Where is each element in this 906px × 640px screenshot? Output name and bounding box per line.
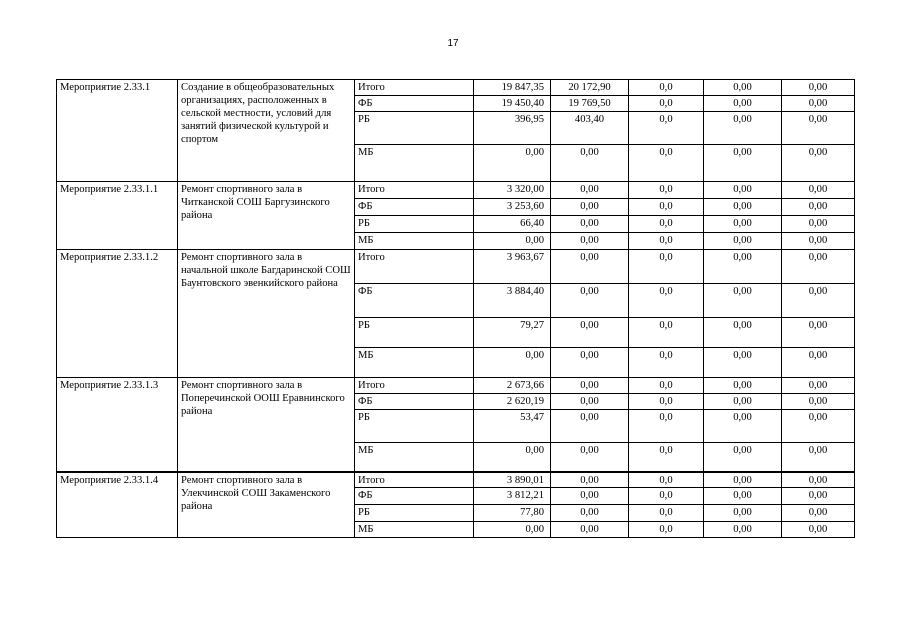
amount-cell-v2: 0,00 [551, 145, 629, 182]
amount-cell-v1: 0,00 [474, 522, 551, 538]
amount-cell-v1: 53,47 [474, 410, 551, 443]
funding-source-cell: РБ [355, 410, 474, 443]
amount-cell-v3: 0,0 [629, 233, 704, 250]
amount-cell-v4: 0,00 [704, 284, 782, 318]
amount-cell-v2: 0,00 [551, 318, 629, 348]
amount-cell-v5: 0,00 [782, 96, 855, 112]
amount-cell-v4: 0,00 [704, 505, 782, 522]
amount-cell-v2: 0,00 [551, 505, 629, 522]
amount-cell-v5: 0,00 [782, 250, 855, 284]
amount-cell-v1: 19 450,40 [474, 96, 551, 112]
amount-cell-v5: 0,00 [782, 145, 855, 182]
amount-cell-v3: 0,0 [629, 80, 704, 96]
amount-cell-v4: 0,00 [704, 80, 782, 96]
amount-cell-v4: 0,00 [704, 96, 782, 112]
amount-cell-v4: 0,00 [704, 216, 782, 233]
amount-cell-v1: 77,80 [474, 505, 551, 522]
amount-cell-v2: 0,00 [551, 378, 629, 394]
amount-cell-v5: 0,00 [782, 318, 855, 348]
budget-table [56, 79, 855, 538]
amount-cell-v2: 0,00 [551, 250, 629, 284]
measure-code-cell: Мероприятие 2.33.1.1 [57, 182, 178, 250]
amount-cell-v3: 0,0 [629, 505, 704, 522]
amount-cell-v4: 0,00 [704, 318, 782, 348]
amount-cell-v3: 0,0 [629, 410, 704, 443]
measure-code-cell: Мероприятие 2.33.1.4 [57, 472, 178, 538]
table-row [57, 80, 855, 96]
funding-source-cell: РБ [355, 318, 474, 348]
amount-cell-v1: 19 847,35 [474, 80, 551, 96]
amount-cell-v5: 0,00 [782, 505, 855, 522]
amount-cell-v4: 0,00 [704, 472, 782, 488]
amount-cell-v2: 0,00 [551, 472, 629, 488]
amount-cell-v2: 19 769,50 [551, 96, 629, 112]
amount-cell-v2: 0,00 [551, 443, 629, 472]
amount-cell-v5: 0,00 [782, 216, 855, 233]
amount-cell-v2: 0,00 [551, 522, 629, 538]
amount-cell-v1: 79,27 [474, 318, 551, 348]
amount-cell-v3: 0,0 [629, 394, 704, 410]
funding-source-cell: РБ [355, 505, 474, 522]
amount-cell-v3: 0,0 [629, 284, 704, 318]
amount-cell-v2: 20 172,90 [551, 80, 629, 96]
funding-source-cell: ФБ [355, 488, 474, 505]
amount-cell-v1: 3 320,00 [474, 182, 551, 199]
amount-cell-v1: 3 890,01 [474, 472, 551, 488]
amount-cell-v5: 0,00 [782, 233, 855, 250]
amount-cell-v4: 0,00 [704, 233, 782, 250]
amount-cell-v1: 396,95 [474, 112, 551, 145]
amount-cell-v4: 0,00 [704, 145, 782, 182]
funding-source-cell: МБ [355, 348, 474, 378]
measure-description-cell: Создание в общеобразовательных организациях, расположенных в сельской местности, условий для занятий физической культурой и спортом [178, 80, 355, 182]
page-number: 17 [447, 38, 459, 49]
amount-cell-v5: 0,00 [782, 199, 855, 216]
amount-cell-v1: 2 620,19 [474, 394, 551, 410]
amount-cell-v2: 0,00 [551, 488, 629, 505]
amount-cell-v4: 0,00 [704, 394, 782, 410]
amount-cell-v1: 0,00 [474, 443, 551, 472]
amount-cell-v1: 66,40 [474, 216, 551, 233]
amount-cell-v3: 0,0 [629, 96, 704, 112]
amount-cell-v5: 0,00 [782, 112, 855, 145]
table-row [57, 182, 855, 199]
funding-source-cell: МБ [355, 522, 474, 538]
amount-cell-v3: 0,0 [629, 182, 704, 199]
amount-cell-v4: 0,00 [704, 348, 782, 378]
amount-cell-v4: 0,00 [704, 182, 782, 199]
amount-cell-v5: 0,00 [782, 394, 855, 410]
amount-cell-v3: 0,0 [629, 348, 704, 378]
funding-source-cell: ФБ [355, 394, 474, 410]
table-body [57, 80, 855, 538]
amount-cell-v2: 0,00 [551, 284, 629, 318]
funding-source-cell: МБ [355, 233, 474, 250]
amount-cell-v5: 0,00 [782, 348, 855, 378]
funding-source-cell: ФБ [355, 284, 474, 318]
measure-description-cell: Ремонт спортивного зала в Читканской СОШ Баргузинского района [178, 182, 355, 250]
amount-cell-v2: 0,00 [551, 233, 629, 250]
amount-cell-v2: 0,00 [551, 394, 629, 410]
amount-cell-v1: 2 673,66 [474, 378, 551, 394]
amount-cell-v3: 0,0 [629, 199, 704, 216]
amount-cell-v2: 0,00 [551, 348, 629, 378]
amount-cell-v3: 0,0 [629, 250, 704, 284]
amount-cell-v5: 0,00 [782, 80, 855, 96]
amount-cell-v2: 0,00 [551, 199, 629, 216]
amount-cell-v2: 403,40 [551, 112, 629, 145]
amount-cell-v1: 0,00 [474, 348, 551, 378]
funding-source-cell: РБ [355, 112, 474, 145]
amount-cell-v2: 0,00 [551, 410, 629, 443]
amount-cell-v3: 0,0 [629, 443, 704, 472]
amount-cell-v3: 0,0 [629, 522, 704, 538]
funding-source-cell: РБ [355, 216, 474, 233]
amount-cell-v1: 3 253,60 [474, 199, 551, 216]
amount-cell-v3: 0,0 [629, 472, 704, 488]
amount-cell-v5: 0,00 [782, 522, 855, 538]
funding-source-cell: МБ [355, 443, 474, 472]
funding-source-cell: Итого [355, 472, 474, 488]
amount-cell-v1: 0,00 [474, 145, 551, 182]
amount-cell-v1: 3 884,40 [474, 284, 551, 318]
amount-cell-v5: 0,00 [782, 378, 855, 394]
amount-cell-v5: 0,00 [782, 182, 855, 199]
measure-code-cell: Мероприятие 2.33.1 [57, 80, 178, 182]
amount-cell-v1: 0,00 [474, 233, 551, 250]
measure-code-cell: Мероприятие 2.33.1.2 [57, 250, 178, 378]
amount-cell-v3: 0,0 [629, 318, 704, 348]
amount-cell-v5: 0,00 [782, 488, 855, 505]
amount-cell-v4: 0,00 [704, 112, 782, 145]
funding-source-cell: Итого [355, 378, 474, 394]
amount-cell-v5: 0,00 [782, 284, 855, 318]
table-row [57, 472, 855, 488]
amount-cell-v3: 0,0 [629, 488, 704, 505]
amount-cell-v5: 0,00 [782, 443, 855, 472]
funding-source-cell: Итого [355, 80, 474, 96]
amount-cell-v1: 3 963,67 [474, 250, 551, 284]
amount-cell-v3: 0,0 [629, 112, 704, 145]
amount-cell-v2: 0,00 [551, 182, 629, 199]
measure-description-cell: Ремонт спортивного зала в начальной школе Багдаринской СОШ Баунтовского эвенкийского района [178, 250, 355, 378]
amount-cell-v2: 0,00 [551, 216, 629, 233]
funding-source-cell: МБ [355, 145, 474, 182]
table-row [57, 250, 855, 284]
funding-source-cell: ФБ [355, 96, 474, 112]
amount-cell-v5: 0,00 [782, 472, 855, 488]
amount-cell-v1: 3 812,21 [474, 488, 551, 505]
funding-source-cell: ФБ [355, 199, 474, 216]
amount-cell-v5: 0,00 [782, 410, 855, 443]
amount-cell-v4: 0,00 [704, 199, 782, 216]
amount-cell-v3: 0,0 [629, 378, 704, 394]
amount-cell-v4: 0,00 [704, 488, 782, 505]
measure-description-cell: Ремонт спортивного зала в Улекчинской СОШ Закаменского района [178, 472, 355, 538]
funding-source-cell: Итого [355, 182, 474, 199]
amount-cell-v4: 0,00 [704, 410, 782, 443]
amount-cell-v4: 0,00 [704, 250, 782, 284]
amount-cell-v3: 0,0 [629, 216, 704, 233]
measure-description-cell: Ремонт спортивного зала в Поперечинской ООШ Еравнинского района [178, 378, 355, 472]
amount-cell-v4: 0,00 [704, 522, 782, 538]
amount-cell-v4: 0,00 [704, 443, 782, 472]
measure-code-cell: Мероприятие 2.33.1.3 [57, 378, 178, 472]
table-row [57, 378, 855, 394]
amount-cell-v3: 0,0 [629, 145, 704, 182]
funding-source-cell: Итого [355, 250, 474, 284]
amount-cell-v4: 0,00 [704, 378, 782, 394]
